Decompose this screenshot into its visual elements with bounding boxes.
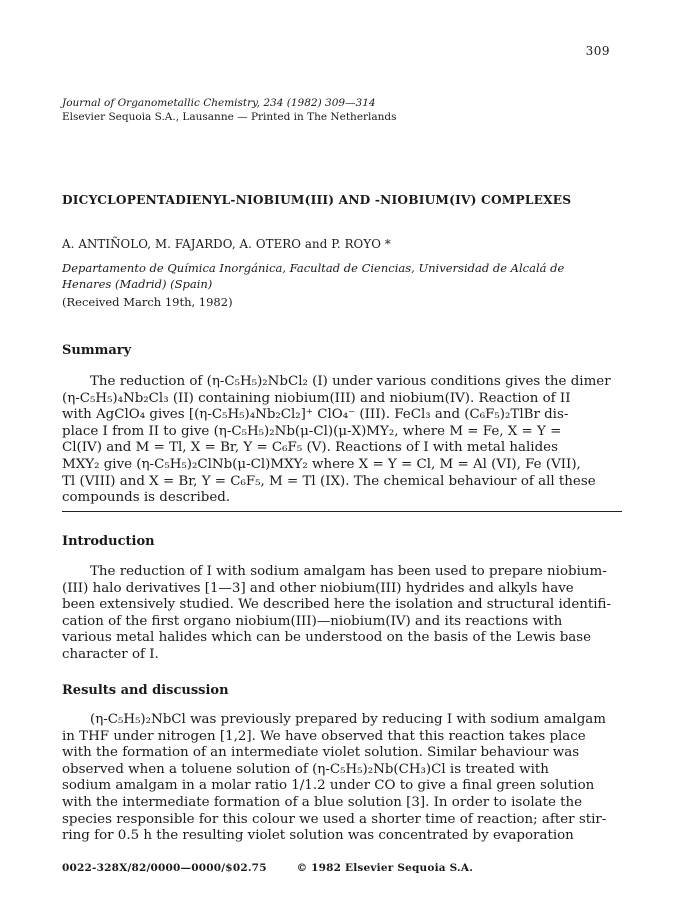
affiliation-line: Departamento de Química Inorgánica, Facultad de Ciencias, Universidad de Alcalá de [62,261,565,275]
introduction-line: character of I. [62,646,159,662]
summary-line: MXY₂ give (η-C₅H₅)₂ClNb(μ-Cl)MXY₂ where X = Y = Cl, M = Al (VI), Fe (VII), [62,456,581,472]
summary-line: Cl(IV) and M = Tl, X = Br, Y = C₆F₅ (V). Reactions of I with metal halides [62,440,558,456]
summary-line: with AgClO₄ gives [(η-C₅H₅)₄Nb₂Cl₂]⁺ ClO₄⁻ (III). FeCl₃ and (C₆F₅)₂TlBr dis- [62,407,569,423]
page-footer [62,862,473,874]
introduction-heading: Introduction [62,534,155,549]
section-divider [62,511,622,512]
affiliation [62,260,622,292]
copyright-notice: © 1982 Elsevier Sequoia S.A. [296,862,474,874]
page-number: 309 [585,44,610,58]
publisher-line: Elsevier Sequoia S.A., Lausanne — Printed in The Netherlands [62,111,397,123]
summary-heading: Summary [62,343,132,358]
results-line: (η-C₅H₅)₂NbCl was previously prepared by reducing I with sodium amalgam [90,712,606,727]
introduction-line: cation of the first organo niobium(III)—niobium(IV) and its reactions with [62,613,563,629]
received-date: (Received March 19th, 1982) [62,295,233,309]
introduction-line: various metal halides which can be understood on the basis of the Lewis base [62,630,592,646]
journal-citation [62,96,397,124]
summary-line: place I from II to give (η-C₅H₅)₂Nb(μ-Cl)(μ-X)MY₂, where M = Fe, X = Y = [62,423,562,439]
introduction-paragraph [62,564,622,664]
results-paragraph [62,712,622,845]
article-code: 0022-328X/82/0000—0000/$02.75 [62,862,267,874]
affiliation-line: Henares (Madrid) (Spain) [62,277,213,291]
results-line: with the formation of an intermediate violet solution. Similar behaviour was [62,745,580,761]
results-line: in THF under nitrogen [1,2]. We have observed that this reaction takes place [62,728,586,744]
article-title: DICYCLOPENTADIENYL-NIOBIUM(III) AND -NIOBIUM(IV) COMPLEXES [62,193,572,207]
results-heading: Results and discussion [62,683,229,698]
results-line: observed when a toluene solution of (η-C₅H₅)₂Nb(CH₃)Cl is treated with [62,761,549,777]
summary-line: compounds is described. [62,490,231,506]
summary-line: (η-C₅H₅)₄Nb₂Cl₃ (II) containing niobium(III) and niobium(IV). Reaction of II [62,390,571,406]
results-line: with the intermediate formation of a blue solution [3]. In order to isolate the [62,794,583,810]
introduction-line: (III) halo derivatives [1—3] and other niobium(III) hydrides and alkyls have [62,580,574,596]
summary-line: Tl (VIII) and X = Br, Y = C₆F₅, M = Tl (IX). The chemical behaviour of all these [62,473,596,489]
summary-paragraph [62,374,622,507]
results-line: ring for 0.5 h the resulting violet solution was concentrated by evaporation [62,828,574,844]
introduction-line: The reduction of I with sodium amalgam has been used to prepare niobium- [90,564,607,579]
journal-name-line: Journal of Organometallic Chemistry, 234 (1982) 309—314 [62,97,376,109]
results-line: sodium amalgam in a molar ratio 1/1.2 under CO to give a final green solution [62,778,595,794]
introduction-line: been extensively studied. We described here the isolation and structural identifi- [62,597,611,613]
summary-line: The reduction of (η-C₅H₅)₂NbCl₂ (I) under various conditions gives the dimer [90,374,611,389]
author-list: A. ANTIÑOLO, M. FAJARDO, A. OTERO and P. ROYO * [62,237,391,251]
results-line: species responsible for this colour we used a shorter time of reaction; after stir- [62,811,607,827]
